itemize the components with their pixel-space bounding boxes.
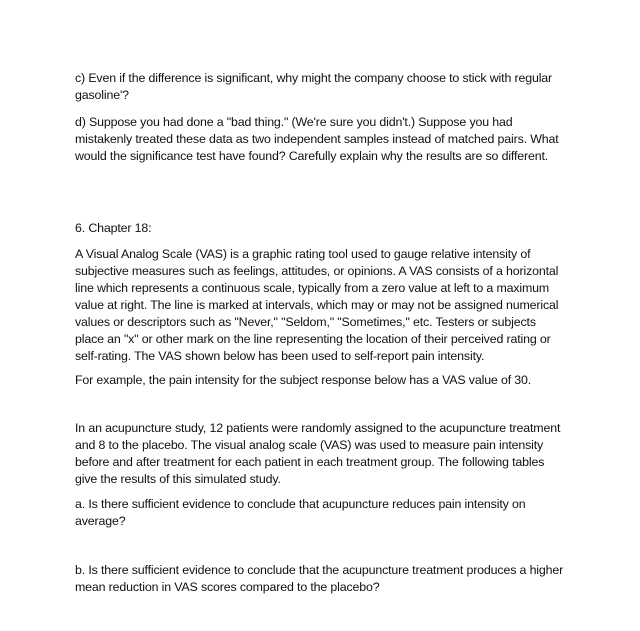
question-b: b. Is there sufficient evidence to conclude that the acupuncture treatment produces a higher mean reduction in VAS scores compared to the placebo? bbox=[75, 563, 564, 594]
question-a: a. Is there sufficient evidence to conclude that acupuncture reduces pain intensity on average? bbox=[75, 497, 526, 528]
question-d: d) Suppose you had done a "bad thing." (We're sure you didn't.) Suppose you had mistakenly treated these data as two independent samples instead of matched pairs. What would the significance test have found? Carefully explain why the results are so different. bbox=[75, 115, 559, 163]
vas-description: A Visual Analog Scale (VAS) is a graphic rating tool used to gauge relative intensity of subjective measures such as feelings, attitudes, or opinions. A VAS consists of a horizontal line which represents a continuous scale, typically from a zero value at left to a maximum value at right. The line is marked at intervals, which may or may not be assigned numerical values or descriptors such as "Never," "Seldom," "Sometimes," etc. Testers or subjects place an "x" or other mark on the line representing the location of their perceived rating or self-rating. The VAS shown below has been used to self-report pain intensity. bbox=[75, 247, 559, 363]
vas-example: For example, the pain intensity for the subject response below has a VAS value of 30. bbox=[75, 373, 532, 387]
study-description: In an acupuncture study, 12 patients were randomly assigned to the acupuncture treatment and 8 to the placebo. The visual analog scale (VAS) was used to measure pain intensity before and after treatment for each patient in each treatment group. The following tables give the results of this simulated study. bbox=[75, 421, 561, 486]
chapter-heading: 6. Chapter 18: bbox=[75, 221, 152, 235]
question-c: c) Even if the difference is significant, why might the company choose to stick with regular gasoline'? bbox=[75, 71, 553, 102]
